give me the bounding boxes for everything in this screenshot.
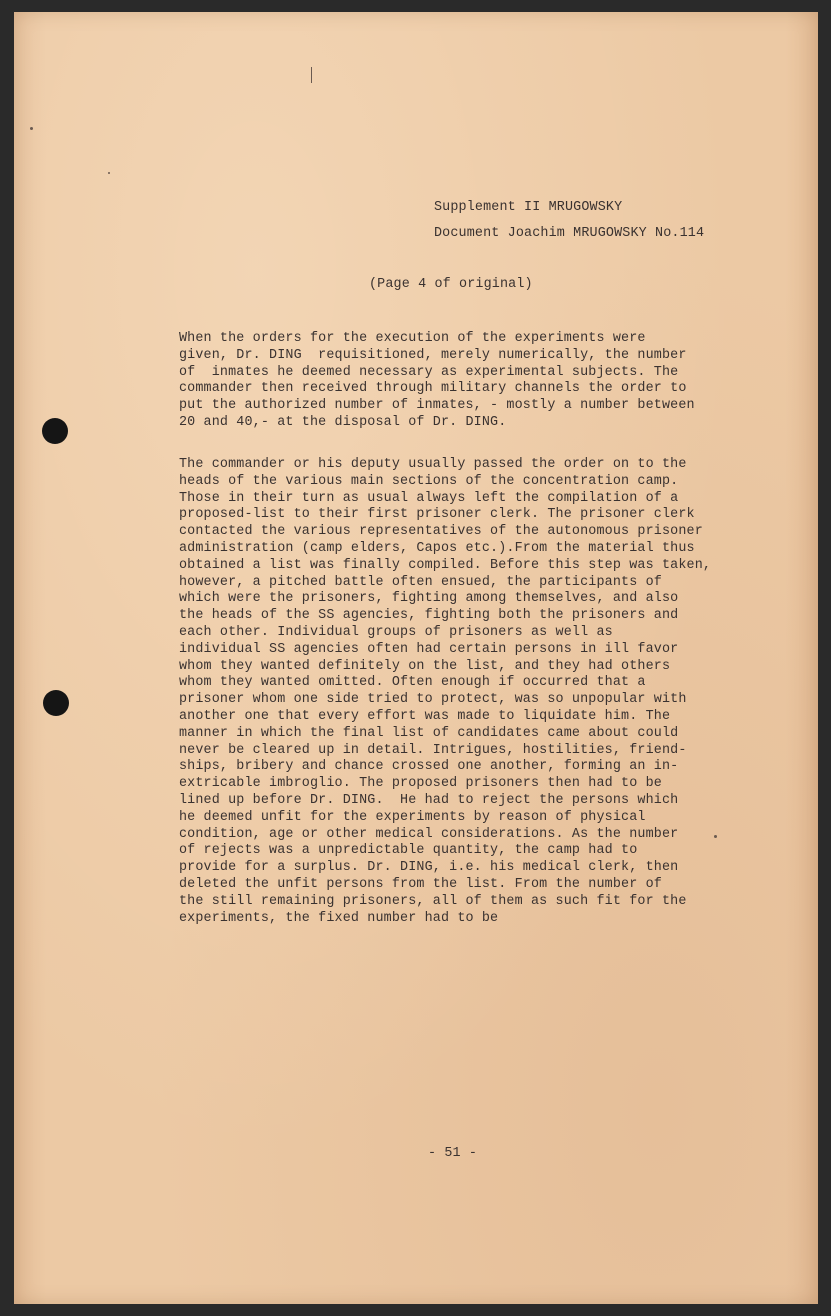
text-line: manner in which the final list of candidates came about could [179, 725, 679, 741]
text-line: Those in their turn as usual always left the compilation of a [179, 490, 679, 506]
text-line: given, Dr. DING requisitioned, merely numerically, the number [179, 347, 687, 363]
text-line: whom they wanted omitted. Often enough if occurred that a [179, 675, 646, 691]
text-line: the heads of the SS agencies, fighting both the prisoners and [179, 608, 679, 624]
text-line: heads of the various main sections of the concentration camp. [179, 473, 679, 489]
text-line: experiments, the fixed number had to be [179, 910, 499, 926]
text-line: each other. Individual groups of prisoners as well as [179, 624, 613, 640]
text-line: individual SS agencies often had certain persons in ill favor [179, 641, 679, 657]
text-line: however, a pitched battle often ensued, the participants of [179, 574, 662, 590]
supplement-heading: Supplement II MRUGOWSKY [434, 200, 623, 215]
text-line: proposed-list to their first prisoner clerk. The prisoner clerk [179, 507, 695, 523]
text-line: lined up before Dr. DING. He had to reject the persons which [179, 792, 679, 808]
page-of-original-note: (Page 4 of original) [369, 277, 533, 292]
text-line: which were the prisoners, fighting among themselves, and also [179, 591, 679, 607]
text-line: administration (camp elders, Capos etc.).From the material thus [179, 540, 695, 556]
document-heading: Document Joachim MRUGOWSKY No.114 [434, 226, 705, 241]
text-line: The commander or his deputy usually passed the order on to the [179, 457, 687, 472]
text-line: another one that every effort was made to liquidate him. The [179, 708, 671, 724]
text-line: prisoner whom one side tried to protect, was so unpopular with [179, 692, 687, 708]
page-number: - 51 - [428, 1146, 478, 1161]
text-line: the still remaining prisoners, all of them as such fit for the [179, 893, 687, 909]
text-line: of inmates he deemed necessary as experimental subjects. The [179, 364, 679, 380]
text-line: commander then received through military channels the order to [179, 381, 687, 397]
paper-speck [30, 127, 33, 130]
paper-speck [714, 835, 717, 838]
text-line: condition, age or other medical considerations. As the number [179, 826, 679, 842]
text-line: never be cleared up in detail. Intrigues, hostilities, friend- [179, 742, 687, 758]
text-line: of rejects was a unpredictable quantity, the camp had to [179, 843, 638, 859]
text-line: he deemed unfit for the experiments by reason of physical [179, 809, 646, 825]
text-line: deleted the unfit persons from the list. From the number of [179, 876, 662, 892]
text-line: When the orders for the execution of the experiments were [179, 331, 646, 346]
text-line: ships, bribery and chance crossed one another, forming an in- [179, 759, 679, 775]
paragraph [179, 331, 695, 432]
paper-speck [108, 172, 110, 174]
paragraph [179, 457, 711, 927]
text-line: contacted the various representatives of the autonomous prisoner [179, 524, 703, 540]
text-line: 20 and 40,- at the disposal of Dr. DING. [179, 414, 507, 430]
text-line: put the authorized number of inmates, - mostly a number between [179, 398, 695, 414]
punch-hole [42, 418, 68, 444]
text-line: extricable imbroglio. The proposed prisoners then had to be [179, 776, 662, 792]
text-line: obtained a list was finally compiled. Before this step was taken, [179, 557, 712, 573]
text-line: whom they wanted definitely on the list, and they had others [179, 658, 671, 674]
text-line: provide for a surplus. Dr. DING, i.e. his medical clerk, then [179, 860, 679, 876]
punch-hole [43, 690, 69, 716]
paper-mark [311, 67, 312, 83]
